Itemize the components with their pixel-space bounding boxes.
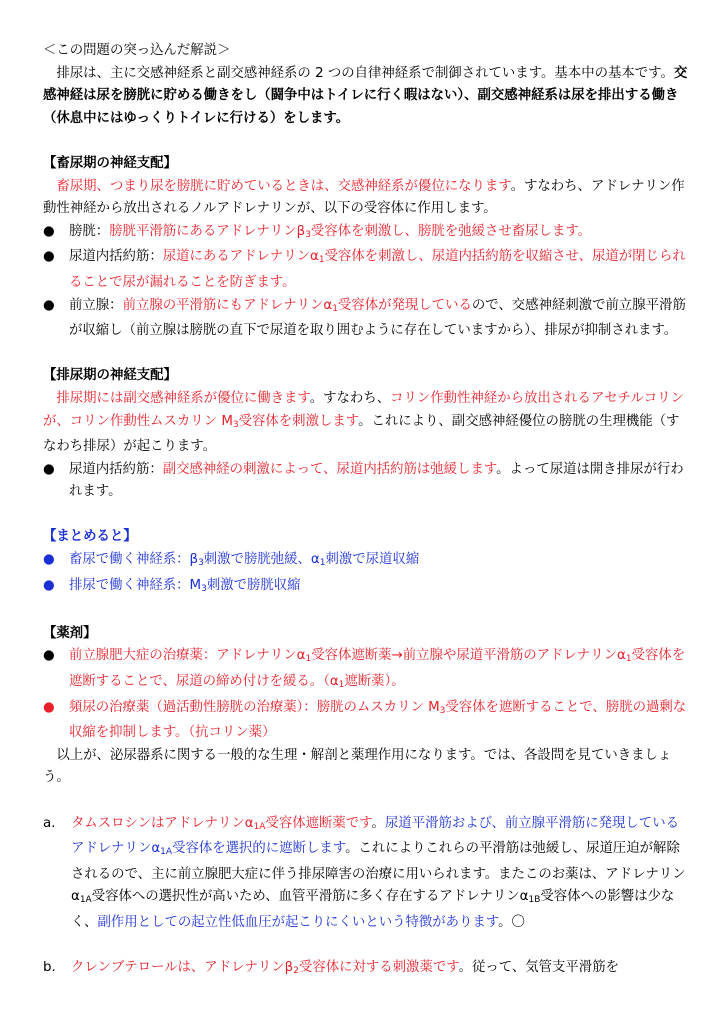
summary-item-voiding: ● 排尿で働く神経系：$M_3$刺激で膀胱収縮 xyxy=(43,575,689,601)
summary-heading: 【まとめると】 xyxy=(43,529,137,545)
bullet-icon: ● xyxy=(43,249,55,265)
storage-bullet-prostate: ● 前立腺：前立腺の平滑筋にもアドレナリン$\alpha_1$受容体が発現しているので、交感神経刺激で前立腺平滑筋が収縮し（前立腺は膀胱の直下で尿道を取り囲むように存在していますから）、排尿が抑制されます。 xyxy=(43,295,689,343)
storage-bullet-bladder: ● 膀胱：膀胱平滑筋にあるアドレナリン$\beta_3$受容体を刺激し、膀胱を弛緩させ畜尿します。 xyxy=(43,221,689,247)
answer-a: a. タムスロシンはアドレナリン$\alpha_{1A}$受容体遮断薬です。尿道平滑筋および、前立腺平滑筋に発現しているアドレナリン$\alpha_{1A}$受容体を選択的に遮断します。これによりこれらの平滑筋は弛緩し、尿道圧迫が解除されるので、主に前立腺肥大症に伴う排尿障害の治療に用いられます。またこのお薬は、アドレナリン$\alpha_{1A}$受容体への選択性が高いため、血管平滑筋に多く存在するアドレナリン$\alpha_{1B}$受容体への影響は少なく、副作用としての起立性低血圧が起こりにくいという特徴があります。〇 xyxy=(43,813,689,935)
voiding-heading: 【排尿期の神経支配】 xyxy=(43,368,177,384)
storage-lead-black: 。すなわち、アドレナリン作動性神経から放出されるノルアドレナリンが、以下の受容体に作用します。 xyxy=(43,178,685,217)
bullet-icon: ● xyxy=(43,223,55,239)
drugs-heading: 【薬剤】 xyxy=(43,625,97,641)
storage-bullet-sphincter: ● 尿道内括約筋：尿道にあるアドレナリン$\alpha_1$受容体を刺激し、尿道内括約筋を収縮させ、尿道が閉じられることで尿が漏れることを防ぎます。 xyxy=(43,246,689,294)
intro-bold-text: 交感神経は尿を膀胱に貯める働きをし（闘争中はトイレに行く暇はない）、副交感神経系は尿を排出する働き（休息中にはゆっくりトイレに行ける）をします。 xyxy=(43,65,688,126)
drug-item-oab: ● 頻尿の治療薬（過活動性膀胱の治療薬）：膀胱のムスカリン $M_3$受容体を遮断することで、膀胱の過剰な収縮を抑制します。（抗コリン薬） xyxy=(43,697,689,745)
bullet-icon: ● xyxy=(43,699,55,715)
storage-heading: 【畜尿期の神経支配】 xyxy=(43,155,177,171)
bullet-icon: ● xyxy=(43,461,55,477)
bullet-icon: ● xyxy=(43,577,55,593)
bullet-icon: ● xyxy=(43,552,55,568)
answer-b-marker: b. xyxy=(43,960,56,976)
summary-item-storage: ● 畜尿で働く神経系：$\beta_3$刺激で膀胱弛緩、$\alpha_1$刺激で尿道収縮 xyxy=(43,549,689,575)
storage-lead xyxy=(43,176,689,221)
voiding-lead: 排尿期には副交感神経系が優位に働きます。すなわち、コリン作動性神経から放出されるアセチルコリンが、コリン作動性ムスカリン $M_3$受容体を刺激します。これにより、副交感神経優位の膀胱の生理機能（すなわち排尿）が起こります。 xyxy=(43,390,684,455)
closing-paragraph: 以上が、泌尿器系に関する一般的な生理・解剖と薬理作用になります。では、各設問を見ていきましょう。 xyxy=(43,747,672,786)
section-title: ＜この問題の突っ込んだ解説＞ xyxy=(43,43,231,58)
drug-item-bph: ● 前立腺肥大症の治療薬：アドレナリン$\alpha_1$受容体遮断薬→前立腺や尿道平滑筋のアドレナリン$\alpha_1$受容体を遮断することで、尿道の締め付けを緩る。（$\alpha_1$遮断薬）。 xyxy=(43,645,689,696)
document-body xyxy=(43,40,689,983)
voiding-bullet-sphincter: ● 尿道内括約筋：副交感神経の刺激によって、尿道内括約筋は弛緩します。よって尿道は開き排尿が行われます。 xyxy=(43,459,689,504)
bullet-icon: ● xyxy=(43,297,55,313)
intro-text: 排尿は、主に交感神経系と副交感神経系の 2 つの自律神経系で制御されています。基本中の基本です。 xyxy=(56,65,674,81)
storage-lead-red: 畜尿期、つまり尿を膀胱に貯めているときは、交感神経系が優位になります xyxy=(56,178,511,194)
bullet-icon: ● xyxy=(43,648,55,664)
answer-b: b. クレンブテロールは、アドレナリン$\beta_2$受容体に対する刺激薬です。従って、気管支平滑筋を xyxy=(43,957,689,983)
intro-paragraph xyxy=(43,63,689,131)
answer-a-marker: a. xyxy=(43,815,56,831)
